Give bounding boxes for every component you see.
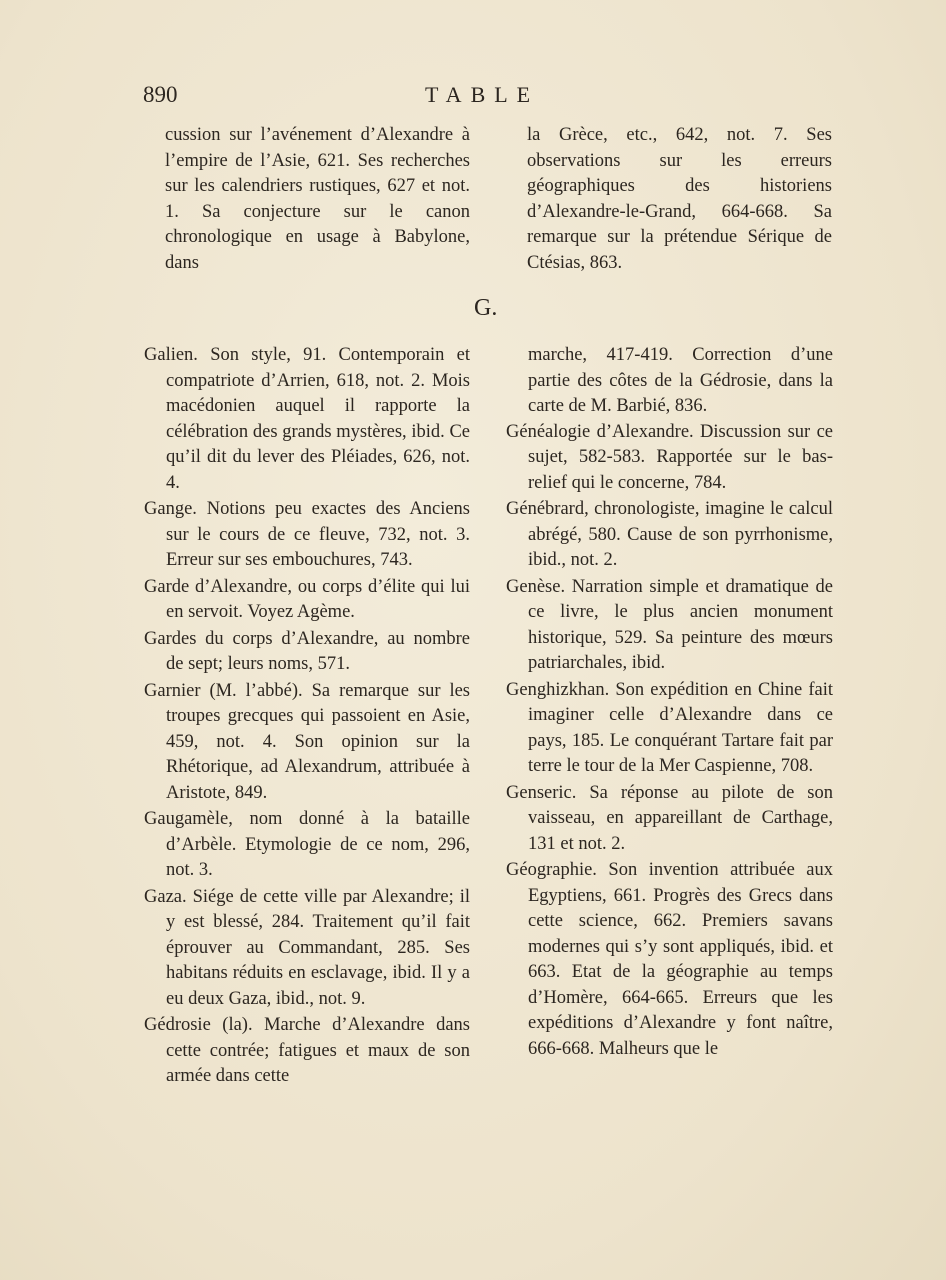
index-entry: Gardes du corps d’Alexandre, au nombre de sept; leurs noms, 571. <box>144 628 470 674</box>
index-entry: Galien. Son style, 91. Contemporain et compatriote d’Arrien, 618, not. 2. Mois macédonien auquel il rapporte la célébration des grands mystères, ibid. Ce qu’il dit du lever des Pléiades, 626, not. 4. <box>144 345 470 493</box>
continuation-text: cussion sur l’avénement d’Alexandre à l’empire de l’Asie, 621. Ses recherches sur les calendriers rustiques, 627 et not. 1. Sa conjecture sur le canon chronologique en usage à Babylone, dans <box>165 125 470 273</box>
index-entry: Genseric. Sa réponse au pilote de son vaisseau, en appareillant de Carthage, 131 et not. 2. <box>506 782 833 854</box>
index-entry: Gédrosie (la). Marche d’Alexandre dans cette contrée; fatigues et maux de son armée dans cette <box>144 1015 470 1086</box>
section-letter: G. <box>474 295 498 321</box>
left-column-continuation <box>165 123 470 276</box>
index-entry: Genèse. Narration simple et dramatique de ce livre, le plus ancien monument historique, 529. Sa peinture des mœurs patriarchales, ibid. <box>506 576 833 673</box>
index-entry: Généalogie d’Alexandre. Discussion sur ce sujet, 582-583. Rapportée sur le bas-relief qui le concerne, 784. <box>506 421 833 493</box>
index-entry: Garde d’Alexandre, ou corps d’élite qui lui en servoit. Voyez Agème. <box>144 576 470 622</box>
index-entry: Géographie. Son invention attribuée aux Egyptiens, 661. Progrès des Grecs dans cette science, 662. Premiers savans modernes qui s’y sont appliqués, ibid. et 663. Etat de la géographie au temps d’Homère, 664-665. Erreurs que les expéditions d’Alexandre y font naître, 666-668. Malheurs que le <box>506 860 833 1059</box>
page-header <box>143 82 833 112</box>
running-title: TABLE <box>425 82 540 107</box>
continuation-text: marche, 417-419. Correction d’une partie des côtes de la Gédrosie, dans la carte de M. Barbié, 836. <box>528 345 833 416</box>
index-entry: Génébrard, chronologiste, imagine le calcul abrégé, 580. Cause de son pyrrhonisme, ibid., not. 2. <box>506 499 833 570</box>
page-number: 890 <box>143 82 178 107</box>
index-entry: Gange. Notions peu exactes des Anciens sur le cours de ce fleuve, 732, not. 3. Erreur sur ses embouchures, 743. <box>144 499 470 570</box>
right-column <box>506 343 833 1063</box>
continuation-text: la Grèce, etc., 642, not. 7. Ses observations sur les erreurs géographiques des historiens d’Alexandre-le-Grand, 664-668. Sa remarque sur la prétendue Sérique de Ctésias, 863. <box>527 125 832 273</box>
left-column <box>144 343 470 1091</box>
right-column-continuation <box>527 123 832 276</box>
index-entry: Gaza. Siége de cette ville par Alexandre; il y est blessé, 284. Traitement qu’il fait éprouver au Commandant, 285. Ses habitans réduits en esclavage, ibid. Il y a eu deux Gaza, ibid., not. 9. <box>144 886 470 1009</box>
index-entry: Genghizkhan. Son expédition en Chine fait imaginer celle d’Alexandre dans ce pays, 185. Le conquérant Tartare fait par terre le tour de la Mer Caspienne, 708. <box>506 679 833 776</box>
index-entry: Gaugamèle, nom donné à la bataille d’Arbèle. Etymologie de ce nom, 296, not. 3. <box>144 809 470 880</box>
index-entry: Garnier (M. l’abbé). Sa remarque sur les troupes grecques qui passoient en Asie, 459, not. 4. Son opinion sur la Rhétorique, ad Alexandrum, attribuée à Aristote, 849. <box>144 680 470 803</box>
